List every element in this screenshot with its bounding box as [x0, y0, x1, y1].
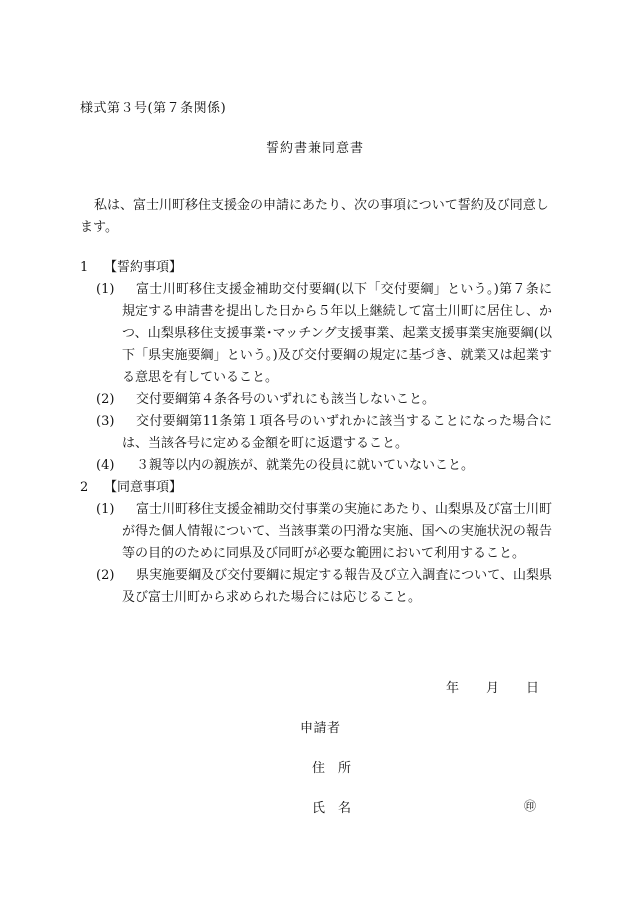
section-pledge: [80, 257, 552, 477]
item-marker: (2): [96, 392, 115, 407]
document-title: 誓約書兼同意書: [265, 141, 364, 156]
section-title: 【誓約事項】: [104, 260, 183, 275]
item-text: ３親等以内の親族が、就業先の役員に就いていないこと。: [136, 458, 475, 473]
section-heading: [80, 257, 552, 279]
section-number: 1: [80, 260, 89, 275]
section-consent: [80, 477, 552, 609]
section-title: 【同意事項】: [104, 480, 183, 495]
seal-mark: ㊞: [524, 799, 537, 813]
item-marker: (1): [96, 502, 115, 517]
item-marker: (2): [96, 568, 115, 583]
form-label: 様式第３号(第７条関係): [80, 101, 227, 116]
item-text: 富士川町移住支援金補助交付要綱(以下「交付要綱」という。)第７条に規定する申請書を提出した日から５年以上継続して富士川町に居住し、かつ、山梨県移住支援事業･マッチング支援事業、起業支援事業実施要綱(以下「県実施要綱」という。)及び交付要綱の規定に基づき、就業又は起業する意思を有していること。: [122, 282, 552, 385]
section-number: 2: [80, 480, 89, 495]
list-item: [80, 279, 552, 389]
item-text: 富士川町移住支援金補助交付事業の実施にあたり、山梨県及び富士川町が得た個人情報について、当該事業の円滑な実施、国への実施状況の報告等の目的のために同県及び同町が必要な範囲において利用すること。: [122, 502, 553, 561]
item-text: 交付要綱第４条各号のいずれにも該当しないこと。: [136, 392, 436, 407]
list-item: [80, 389, 552, 411]
applicant-label: 申請者: [300, 721, 341, 736]
document-body: [80, 257, 552, 609]
month-label: 月: [486, 681, 500, 696]
item-marker: (4): [96, 458, 115, 473]
item-marker: (3): [96, 414, 115, 429]
list-item: [80, 455, 552, 477]
list-item: [80, 499, 552, 565]
item-text: 県実施要綱及び交付要綱に規定する報告及び立入調査について、山梨県及び富士川町から求められた場合には応じること。: [122, 568, 552, 605]
section-heading: [80, 477, 552, 499]
list-item: [80, 565, 552, 609]
intro-paragraph: 私は、富士川町移住支援金の申請にあたり、次の事項について誓約及び同意します。: [80, 198, 549, 235]
year-label: 年: [446, 681, 460, 696]
item-marker: (1): [96, 282, 115, 297]
item-text: 交付要綱第11条第１項各号のいずれかに該当することになった場合には、当該各号に定める金額を町に返還すること。: [122, 414, 552, 451]
address-label: 住 所: [312, 761, 352, 776]
day-label: 日: [526, 681, 540, 696]
list-item: [80, 411, 552, 455]
name-label: 氏 名: [312, 801, 352, 816]
